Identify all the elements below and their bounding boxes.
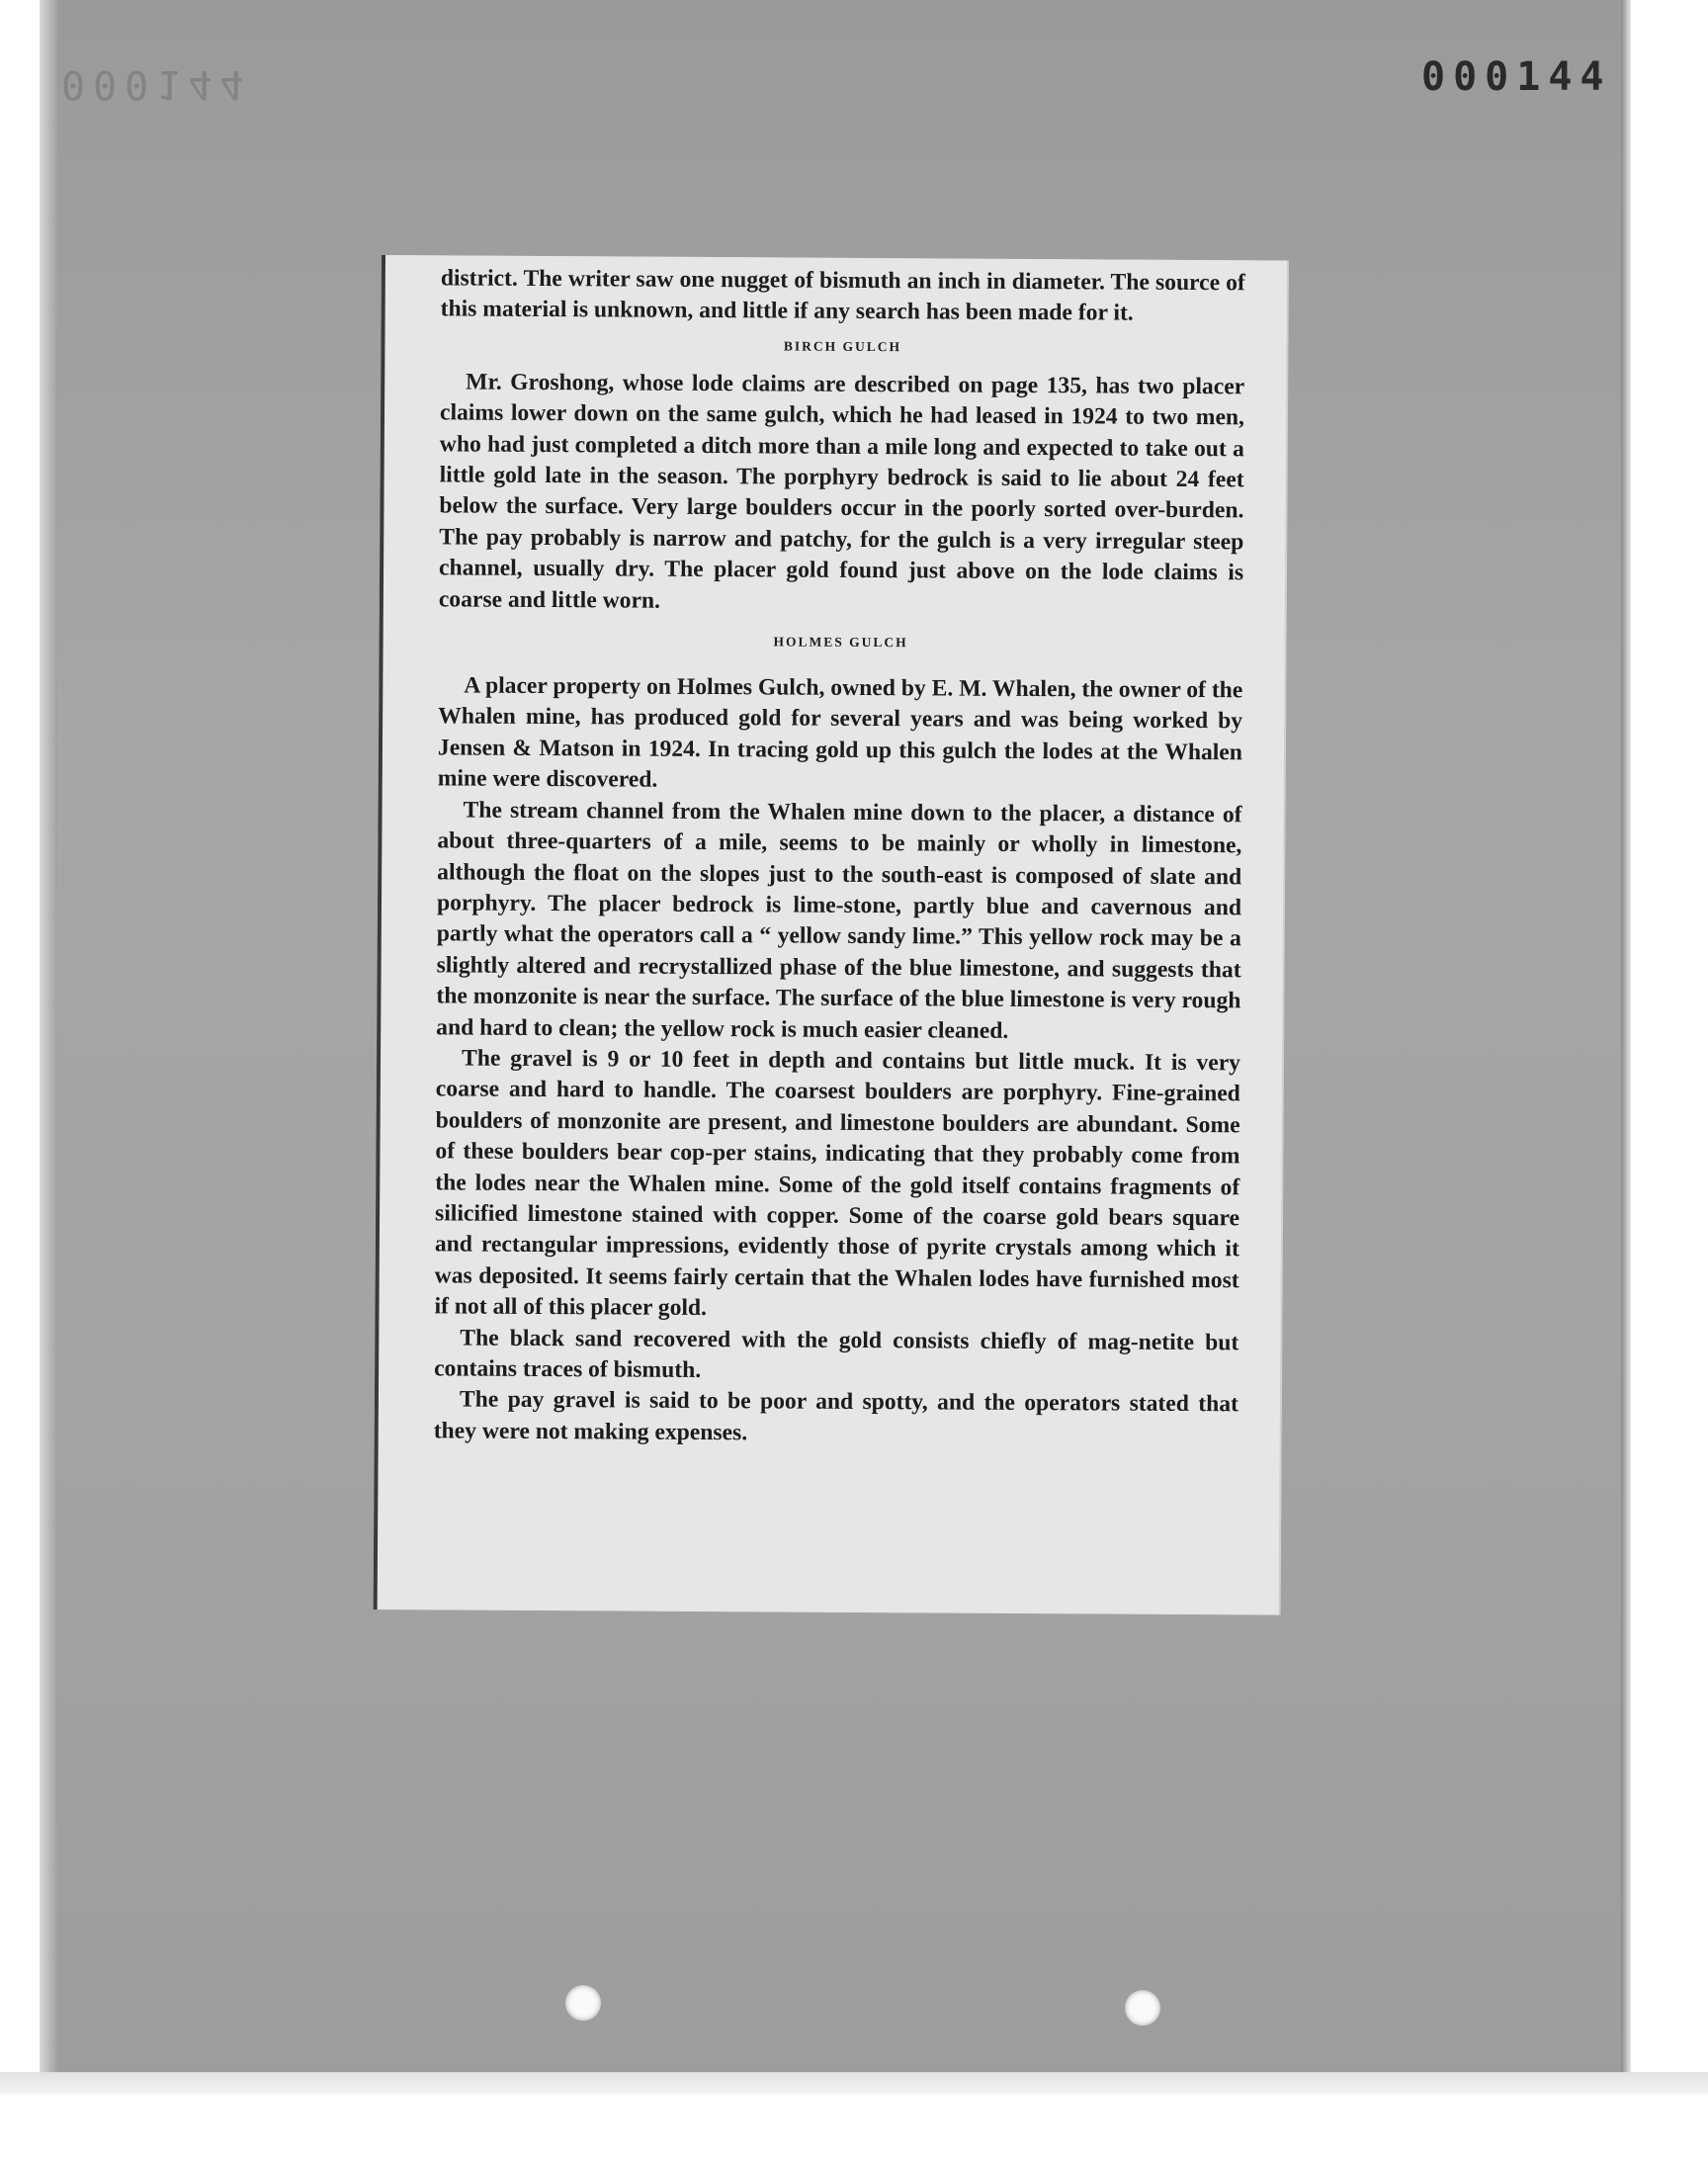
mirrored-page-number-stamp: 000144	[61, 61, 252, 107]
holmes-gulch-paragraph-2: The stream channel from the Whalen mine down to the placer, a distance of about three-quarters of a mile, seems to be mainly or wholly in limestone, although the float on the slopes just to the south-east is composed of slate and porphyry. The placer bedrock is lime-stone, partly blue and cavernous and partly what the operators call a “ yellow sandy lime.” This yellow rock may be a slightly altered and recrystallized phase of the blue limestone, and suggests that the monzonite is near the surface. The surface of the blue limestone is very rough and hard to clean; the yellow rock is much easier cleaned.	[436, 797, 1242, 1044]
section-heading-birch-gulch: BIRCH GULCH	[783, 338, 902, 355]
binder-hole-left	[565, 1985, 601, 2021]
article-body	[434, 263, 1245, 1451]
section-heading-holmes-gulch: HOLMES GULCH	[773, 634, 908, 651]
intro-paragraph: district. The writer saw one nugget of bismuth an inch in diameter. The source of this material is unknown, and little if any search has been made for it.	[440, 265, 1245, 327]
board-right-edge	[1621, 0, 1631, 2072]
holmes-gulch-paragraph-3: The gravel is 9 or 10 feet in depth and contains but little muck. It is very coarse and hard to handle. The coarsest boulders are porphyry. Fine-grained boulders of monzonite are present, and limestone boulders are abundant. Some of these boulders bear cop-per stains, indicating that they probably come from the lodes near the Whalen mine. Some of the gold itself contains fragments of silicified limestone stained with copper. Some of the coarse gold bears square and rectangular impressions, evidently those of pyrite crystals among which it was deposited. It seems fairly certain that the Whalen lodes have furnished most if not all of this placer gold.	[434, 1045, 1241, 1322]
holmes-gulch-paragraph-4: The black sand recovered with the gold consists chiefly of mag-netite but contains traces of bismuth.	[434, 1325, 1239, 1383]
scan-bottom-strip	[0, 2072, 1708, 2094]
holmes-gulch-paragraph-1: A placer property on Holmes Gulch, owned by E. M. Whalen, the owner of the Whalen mine, has produced gold for several years and was being worked by Jensen & Matson in 1924. In tracing gold up this gulch the lodes at the Whalen mine were discovered.	[437, 672, 1243, 793]
page-number-stamp: 000144	[1421, 54, 1612, 100]
board-left-edge	[40, 0, 57, 2072]
holmes-gulch-paragraph-5: The pay gravel is said to be poor and spotty, and the operators stated that they were not making expenses.	[433, 1386, 1238, 1446]
document-clipping	[374, 255, 1287, 1615]
binder-hole-right	[1125, 1990, 1160, 2026]
birch-gulch-paragraph-1: Mr. Groshong, whose lode claims are described on page 135, has two placer claims lower down on the same gulch, which he had leased in 1924 to two men, who had just completed a ditch more than a mile long and expected to take out a little gold late in the season. The porphyry bedrock is said to lie about 24 feet below the surface. Very large boulders occur in the poorly sorted over-burden. The pay probably is narrow and patchy, for the gulch is a very irregular steep channel, usually dry. The placer gold found just above on the lode claims is coarse and little worn.	[438, 369, 1245, 614]
